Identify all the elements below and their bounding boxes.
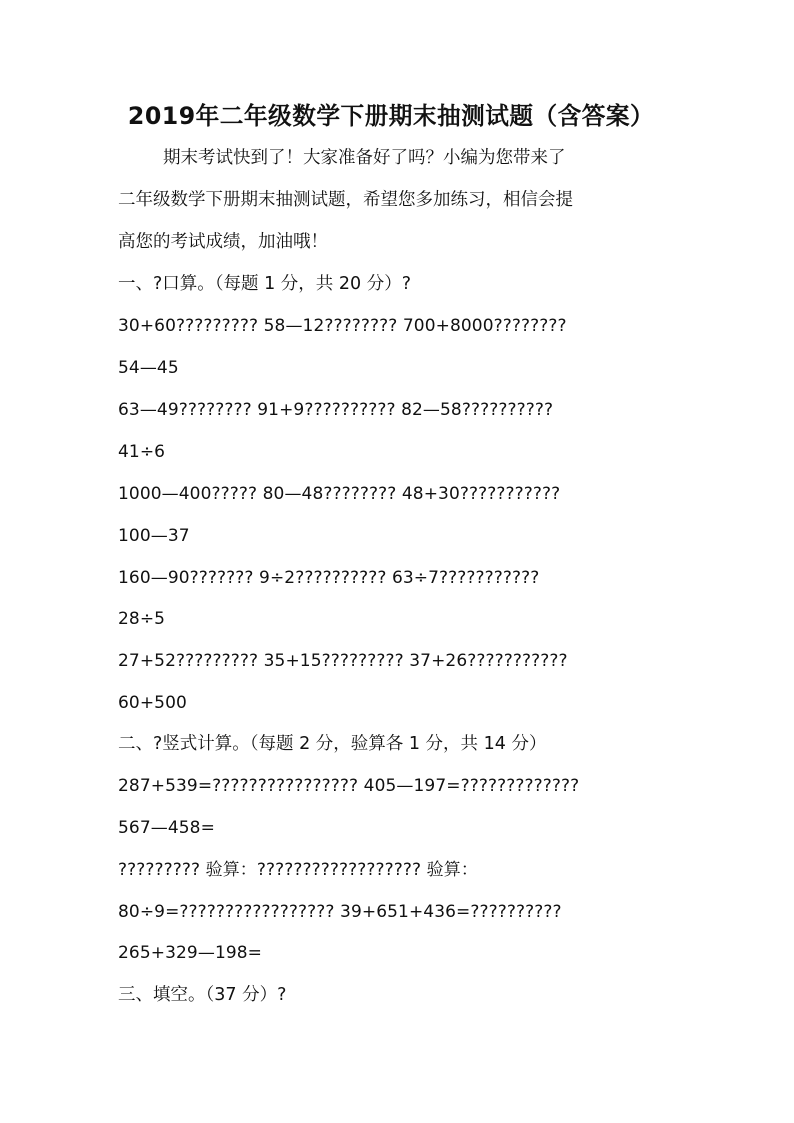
intro-line-2: 二年级数学下册期末抽测试题，希望您多加练习，相信会提 — [118, 190, 573, 210]
oral-arithmetic-line: 60+500 — [118, 693, 187, 713]
section-heading-vertical-calculation: 二、?竖式计算。（每题 2 分，验算各 1 分，共 14 分） — [118, 734, 547, 754]
oral-arithmetic-line: 1000—400????? 80—48???????? 48+30??????????? — [118, 484, 561, 504]
document-title: 2019年二年级数学下册期末抽测试题（含答案） — [127, 102, 655, 130]
section-heading-oral-arithmetic: 一、?口算。（每题 1 分，共 20 分）? — [118, 274, 411, 294]
vertical-calculation-line: 80÷9=????????????????? 39+651+436=?????????? — [118, 902, 562, 922]
vertical-calculation-line: 265+329—198= — [118, 943, 263, 963]
oral-arithmetic-line: 30+60????????? 58—12???????? 700+8000???????? — [118, 316, 567, 336]
vertical-calculation-line: 567—458= — [118, 818, 215, 838]
oral-arithmetic-line: 27+52????????? 35+15????????? 37+26??????????? — [118, 651, 568, 671]
oral-arithmetic-line: 63—49???????? 91+9?????????? 82—58?????????? — [118, 400, 554, 420]
intro-line-3: 高您的考试成绩，加油哦！ — [118, 232, 328, 252]
oral-arithmetic-line: 54—45 — [118, 358, 179, 378]
section-heading-fill-in-blanks: 三、填空。（37 分）? — [118, 985, 287, 1005]
intro-line-1: 期末考试快到了！大家准备好了吗？小编为您带来了 — [163, 148, 566, 168]
oral-arithmetic-line: 41÷6 — [118, 442, 166, 462]
oral-arithmetic-line: 100—37 — [118, 526, 190, 546]
vertical-calculation-line: ????????? 验算：?????????????????? 验算： — [118, 860, 478, 880]
oral-arithmetic-line: 160—90??????? 9÷2?????????? 63÷7??????????? — [118, 568, 540, 588]
oral-arithmetic-line: 28÷5 — [118, 609, 166, 629]
vertical-calculation-line: 287+539=???????????????? 405—197=????????????? — [118, 776, 580, 796]
